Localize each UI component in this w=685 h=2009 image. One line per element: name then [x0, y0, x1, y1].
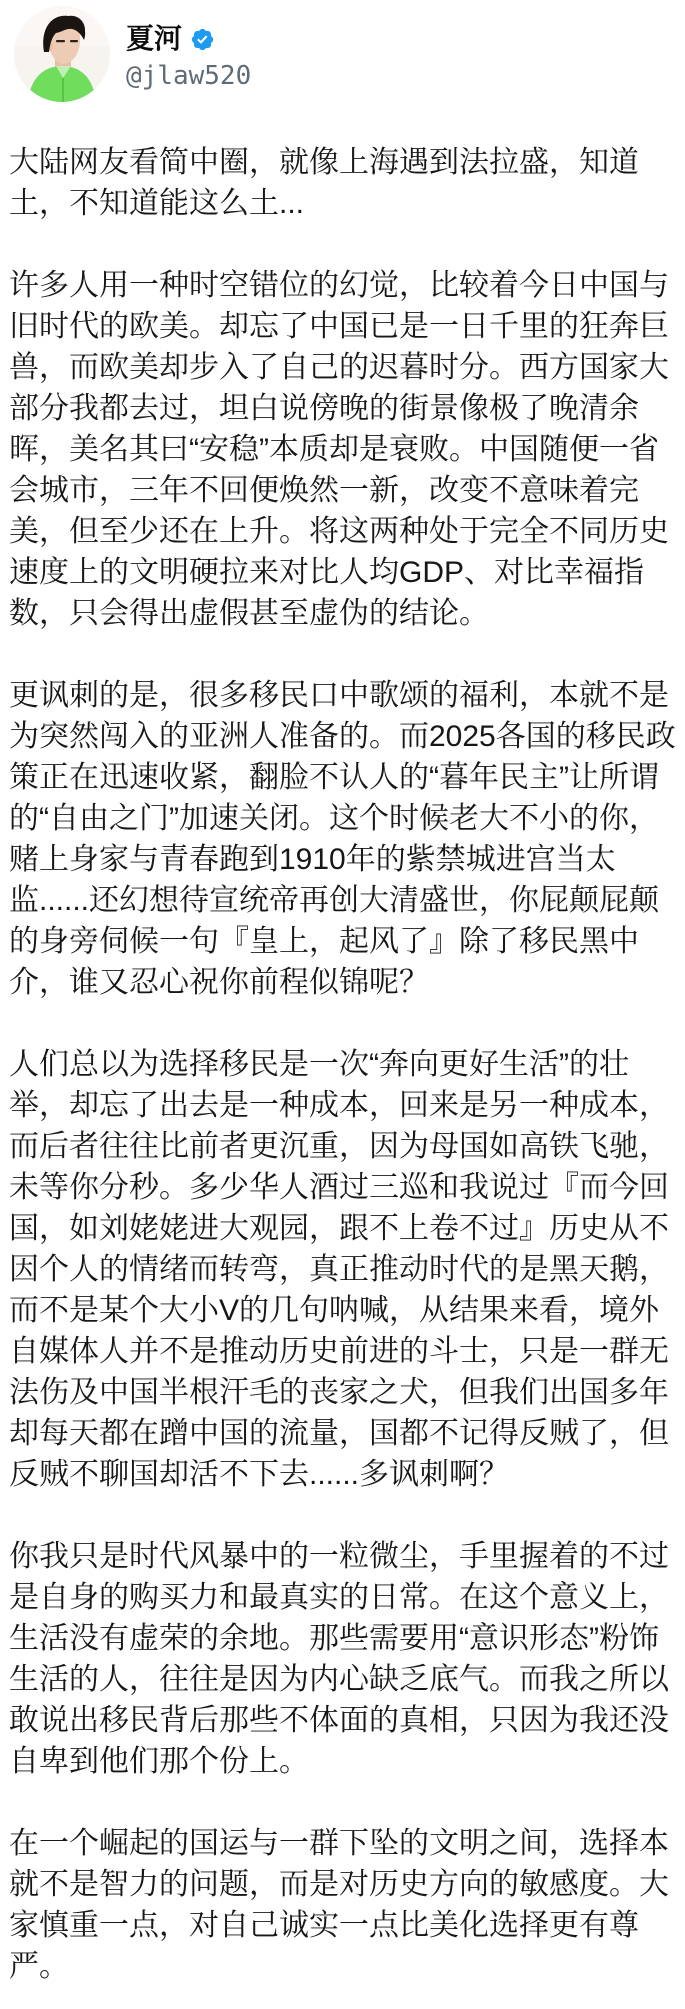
- post-paragraph: 在一个崛起的国运与一群下坠的文明之间，选择本就不是智力的问题，而是对历史方向的敏感度。大家慎重一点，对自己诚实一点比美化选择更有尊严。: [9, 1827, 669, 1983]
- post-paragraph: 许多人用一种时空错位的幻觉，比较着今日中国与旧时代的欧美。却忘了中国已是一日千里的狂奔巨兽，而欧美却步入了自己的迟暮时分。西方国家大部分我都去过，坦白说傍晚的街景像极了晚清余晖，美名其曰“安稳”本质却是衰败。中国随便一省会城市，三年不回便焕然一新，改变不意味着完美，但至少还在上升。将这两种处于完全不同历史速度上的文明硬拉来对比人均GDP、对比幸福指数，只会得出虚假甚至虚伪的结论。: [9, 269, 669, 630]
- post-paragraph: 更讽刺的是，很多移民口中歌颂的福利，本就不是为突然闯入的亚洲人准备的。而2025各国的移民政策正在迅速收紧，翻脸不认人的“暮年民主”让所谓的“自由之门”加速关闭。这个时候老大不小的你，赌上身家与青春跑到1910年的紫禁城进宫当太监......还幻想待宣统帝再创大清盛世，你屁颠屁颠的身旁伺候一句『皇上，起风了』除了移民黑中介，谁又忍心祝你前程似锦呢？: [9, 679, 676, 999]
- post-paragraph: 你我只是时代风暴中的一粒微尘，手里握着的不过是自身的购买力和最真实的日常。在这个意义上，生活没有虚荣的余地。那些需要用“意识形态”粉饰生活的人，往往是因为内心缺乏底气。而我之所以敢说出移民背后那些不体面的真相，只因为我还没自卑到他们那个份上。: [9, 1540, 669, 1778]
- name-row: [126, 24, 251, 55]
- user-handle: @jlaw520: [126, 60, 252, 91]
- post-body: [0, 142, 685, 1987]
- avatar[interactable]: [14, 6, 110, 102]
- avatar-image: [14, 6, 110, 102]
- post-paragraph: 人们总以为选择移民是一次“奔向更好生活”的壮举，却忘了出去是一种成本，回来是另一种成本，而后者往往比前者更沉重，因为母国如高铁飞驰，未等你分秒。多少华人酒过三巡和我说过『而今回国，如刘姥姥进大观园，跟不上卷不过』历史从不因个人的情绪而转弯，真正推动时代的是黑天鹅，而不是某个大小V的几句呐喊，从结果来看，境外自媒体人并不是推动历史前进的斗士，只是一群无法伤及中国半根汗毛的丧家之犬，但我们出国多年却每天都在蹭中国的流量，国都不记得反贼了，但反贼不聊国却活不下去......多讽刺啊？: [9, 1048, 669, 1491]
- display-name[interactable]: 夏河: [126, 23, 183, 54]
- user-identity: [126, 6, 251, 90]
- verified-badge-icon: [190, 27, 215, 52]
- post-paragraph: 大陆网友看简中圈，就像上海遇到法拉盛，知道土，不知道能这么土...: [9, 146, 639, 220]
- post-header: [0, 0, 685, 102]
